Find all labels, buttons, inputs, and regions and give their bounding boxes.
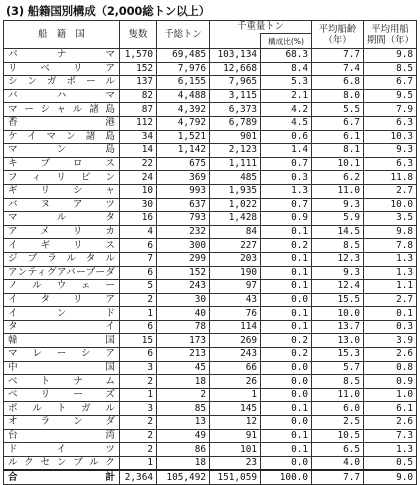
cell-charter: 6.3 (364, 157, 417, 171)
cell-age: 8.5 (312, 375, 364, 389)
cell-ships: 6 (120, 320, 157, 334)
cell-age: 15.5 (312, 293, 364, 307)
cell-charter: 7.9 (364, 103, 417, 117)
cell-dwt: 1,935 (210, 184, 261, 198)
cell-ships: 87 (120, 103, 157, 117)
cell-charter: 1.1 (364, 280, 417, 294)
cell-charter: 0.9 (364, 375, 417, 389)
header-ships: 隻数 (120, 21, 157, 49)
cell-ships: 24 (120, 171, 157, 185)
cell-dwt: 103,134 (210, 49, 261, 63)
cell-share: 0.2 (261, 348, 312, 362)
cell-age: 6.0 (312, 402, 364, 416)
cell-share: 1.3 (261, 184, 312, 198)
cell-ships: 1 (120, 307, 157, 321)
cell-age: 4.0 (312, 456, 364, 470)
cell-charter: 0.5 (364, 456, 417, 470)
cell-age: 14.5 (312, 225, 364, 239)
cell-share: 68.3 (261, 49, 312, 63)
total-share: 100.0 (261, 470, 312, 484)
cell-country: フィリピン (4, 171, 120, 185)
cell-age: 6.2 (312, 171, 364, 185)
cell-ships: 6 (120, 266, 157, 280)
cell-country: リベリア (4, 62, 120, 76)
cell-charter: 6.3 (364, 116, 417, 130)
table-row (4, 456, 417, 470)
header-dwt-spacer (210, 34, 261, 49)
cell-country: キプロス (4, 157, 120, 171)
cell-age: 5.9 (312, 212, 364, 226)
table-body (4, 49, 417, 485)
cell-share: 0.2 (261, 334, 312, 348)
cell-dwt: 101 (210, 443, 261, 457)
cell-dwt: 12,668 (210, 62, 261, 76)
cell-charter: 2.6 (364, 348, 417, 362)
cell-charter: 1.3 (364, 443, 417, 457)
cell-country: ベトナム (4, 375, 120, 389)
table-row (4, 443, 417, 457)
table-row (4, 416, 417, 430)
cell-charter: 0.1 (364, 307, 417, 321)
cell-ships: 2 (120, 293, 157, 307)
cell-share: 0.0 (261, 416, 312, 430)
cell-share: 0.1 (261, 402, 312, 416)
cell-charter: 2.6 (364, 416, 417, 430)
cell-country: 韓国 (4, 334, 120, 348)
cell-charter: 6.1 (364, 402, 417, 416)
cell-gt: 232 (157, 225, 210, 239)
header-share: 構成比(%) (261, 34, 312, 49)
table-row (4, 388, 417, 402)
cell-country: マルタ (4, 212, 120, 226)
cell-ships: 137 (120, 76, 157, 90)
header-charter: 平均用船期間（年） (364, 21, 417, 49)
cell-country: 香港 (4, 116, 120, 130)
total-row (4, 470, 417, 484)
table-row (4, 76, 417, 90)
cell-ships: 2 (120, 429, 157, 443)
cell-charter: 0.3 (364, 320, 417, 334)
cell-ships: 1,570 (120, 49, 157, 63)
cell-ships: 6 (120, 239, 157, 253)
cell-dwt: 2,123 (210, 144, 261, 158)
cell-gt: 2 (157, 388, 210, 402)
cell-dwt: 145 (210, 402, 261, 416)
table-row (4, 49, 417, 63)
cell-dwt: 26 (210, 375, 261, 389)
cell-share: 0.7 (261, 198, 312, 212)
cell-charter: 1.3 (364, 252, 417, 266)
cell-charter: 9.5 (364, 89, 417, 103)
cell-age: 7.4 (312, 62, 364, 76)
cell-country: ギリシャ (4, 184, 120, 198)
cell-gt: 18 (157, 375, 210, 389)
table-row (4, 103, 417, 117)
cell-share: 0.0 (261, 361, 312, 375)
total-ships: 2,364 (120, 470, 157, 484)
cell-age: 12.4 (312, 280, 364, 294)
table-header (4, 21, 417, 49)
table-row (4, 293, 417, 307)
cell-age: 5.7 (312, 361, 364, 375)
cell-share: 0.0 (261, 375, 312, 389)
cell-country: マン島 (4, 144, 120, 158)
cell-share: 0.1 (261, 266, 312, 280)
cell-gt: 173 (157, 334, 210, 348)
cell-country: マレーシア (4, 348, 120, 362)
cell-age: 13.7 (312, 320, 364, 334)
cell-share: 0.1 (261, 225, 312, 239)
cell-gt: 4,392 (157, 103, 210, 117)
cell-dwt: 243 (210, 348, 261, 362)
cell-share: 0.0 (261, 293, 312, 307)
cell-share: 8.4 (261, 62, 312, 76)
table-row (4, 130, 417, 144)
table-row (4, 144, 417, 158)
cell-country: インド (4, 307, 120, 321)
table-row (4, 157, 417, 171)
cell-gt: 85 (157, 402, 210, 416)
cell-dwt: 43 (210, 293, 261, 307)
table-row (4, 252, 417, 266)
table-row (4, 89, 417, 103)
table-row (4, 375, 417, 389)
cell-gt: 793 (157, 212, 210, 226)
cell-country: ジブラルタル (4, 252, 120, 266)
cell-country: ケイマン諸島 (4, 130, 120, 144)
cell-ships: 1 (120, 388, 157, 402)
cell-share: 0.9 (261, 212, 312, 226)
cell-dwt: 91 (210, 429, 261, 443)
cell-share: 5.3 (261, 76, 312, 90)
cell-charter: 2.7 (364, 293, 417, 307)
cell-charter: 10.0 (364, 198, 417, 212)
cell-share: 4.5 (261, 116, 312, 130)
cell-share: 0.1 (261, 443, 312, 457)
table-row (4, 116, 417, 130)
cell-share: 0.1 (261, 320, 312, 334)
cell-country: パナマ (4, 49, 120, 63)
cell-country: バハマ (4, 89, 120, 103)
cell-dwt: 12 (210, 416, 261, 430)
cell-share: 2.1 (261, 89, 312, 103)
total-country: 合計 (4, 470, 120, 484)
table-row (4, 320, 417, 334)
cell-dwt: 3,115 (210, 89, 261, 103)
cell-ships: 4 (120, 225, 157, 239)
cell-gt: 6,155 (157, 76, 210, 90)
cell-gt: 213 (157, 348, 210, 362)
cell-share: 0.7 (261, 157, 312, 171)
cell-age: 7.7 (312, 49, 364, 63)
cell-country: イギリス (4, 239, 120, 253)
cell-age: 12.3 (312, 252, 364, 266)
cell-gt: 18 (157, 456, 210, 470)
cell-charter: 0.8 (364, 361, 417, 375)
ship-registry-table (3, 20, 417, 485)
cell-country: マーシャル諸島 (4, 103, 120, 117)
cell-ships: 1 (120, 456, 157, 470)
cell-dwt: 66 (210, 361, 261, 375)
cell-ships: 6 (120, 348, 157, 362)
cell-gt: 1,142 (157, 144, 210, 158)
cell-country: タイ (4, 320, 120, 334)
cell-dwt: 190 (210, 266, 261, 280)
cell-dwt: 97 (210, 280, 261, 294)
cell-charter: 1.0 (364, 388, 417, 402)
cell-country: ポルトガル (4, 402, 120, 416)
total-age: 7.7 (312, 470, 364, 484)
cell-age: 8.0 (312, 89, 364, 103)
cell-dwt: 84 (210, 225, 261, 239)
cell-dwt: 7,965 (210, 76, 261, 90)
cell-gt: 675 (157, 157, 210, 171)
table-row (4, 184, 417, 198)
cell-ships: 22 (120, 157, 157, 171)
cell-share: 0.2 (261, 239, 312, 253)
table-row (4, 266, 417, 280)
cell-ships: 112 (120, 116, 157, 130)
cell-ships: 15 (120, 334, 157, 348)
cell-ships: 16 (120, 212, 157, 226)
table-row (4, 334, 417, 348)
cell-dwt: 485 (210, 171, 261, 185)
cell-age: 8.1 (312, 144, 364, 158)
table-row (4, 239, 417, 253)
cell-ships: 3 (120, 402, 157, 416)
table-row (4, 62, 417, 76)
cell-gt: 993 (157, 184, 210, 198)
table-row (4, 361, 417, 375)
cell-charter: 3.9 (364, 334, 417, 348)
cell-age: 15.3 (312, 348, 364, 362)
cell-country: アンティグアバーブーダ (4, 266, 120, 280)
cell-gt: 152 (157, 266, 210, 280)
cell-country: イタリア (4, 293, 120, 307)
cell-ships: 34 (120, 130, 157, 144)
cell-ships: 3 (120, 361, 157, 375)
table-row (4, 225, 417, 239)
cell-gt: 637 (157, 198, 210, 212)
table-row (4, 280, 417, 294)
cell-charter: 10.3 (364, 130, 417, 144)
cell-share: 0.3 (261, 171, 312, 185)
table-row (4, 429, 417, 443)
cell-country: バヌアツ (4, 198, 120, 212)
total-charter: 9.0 (364, 470, 417, 484)
cell-dwt: 269 (210, 334, 261, 348)
cell-gt: 45 (157, 361, 210, 375)
cell-gt: 40 (157, 307, 210, 321)
cell-age: 13.0 (312, 334, 364, 348)
cell-dwt: 114 (210, 320, 261, 334)
cell-country: ドイツ (4, 443, 120, 457)
cell-ships: 2 (120, 443, 157, 457)
cell-ships: 82 (120, 89, 157, 103)
cell-gt: 4,488 (157, 89, 210, 103)
header-dwt: 千重量トン (210, 21, 312, 34)
cell-charter: 11.8 (364, 171, 417, 185)
cell-country: 中国 (4, 361, 120, 375)
table-row (4, 307, 417, 321)
cell-dwt: 901 (210, 130, 261, 144)
cell-gt: 7,976 (157, 62, 210, 76)
header-country: 船 籍 国 (4, 21, 120, 49)
header-gt: 千総トン (157, 21, 210, 49)
cell-share: 0.6 (261, 130, 312, 144)
table-row (4, 212, 417, 226)
table-row (4, 198, 417, 212)
cell-gt: 69,485 (157, 49, 210, 63)
cell-share: 0.1 (261, 280, 312, 294)
cell-country: ノルウェー (4, 280, 120, 294)
table-row (4, 348, 417, 362)
cell-charter: 6.7 (364, 76, 417, 90)
cell-ships: 2 (120, 375, 157, 389)
table-row (4, 171, 417, 185)
cell-dwt: 1,022 (210, 198, 261, 212)
cell-share: 0.0 (261, 456, 312, 470)
cell-age: 9.3 (312, 266, 364, 280)
cell-ships: 14 (120, 144, 157, 158)
cell-gt: 49 (157, 429, 210, 443)
cell-share: 0.1 (261, 307, 312, 321)
cell-country: ルクセンブルク (4, 456, 120, 470)
cell-share: 1.4 (261, 144, 312, 158)
cell-age: 10.5 (312, 429, 364, 443)
cell-ships: 10 (120, 184, 157, 198)
total-dwt: 151,059 (210, 470, 261, 484)
cell-dwt: 1,111 (210, 157, 261, 171)
cell-charter: 7.8 (364, 239, 417, 253)
cell-country: シンガポール (4, 76, 120, 90)
cell-charter: 1.3 (364, 266, 417, 280)
cell-age: 10.1 (312, 157, 364, 171)
cell-dwt: 1,428 (210, 212, 261, 226)
cell-country: 台湾 (4, 429, 120, 443)
cell-age: 9.3 (312, 198, 364, 212)
cell-share: 0.1 (261, 252, 312, 266)
cell-ships: 7 (120, 252, 157, 266)
cell-gt: 299 (157, 252, 210, 266)
cell-gt: 13 (157, 416, 210, 430)
cell-dwt: 227 (210, 239, 261, 253)
cell-age: 5.5 (312, 103, 364, 117)
cell-gt: 369 (157, 171, 210, 185)
cell-dwt: 1 (210, 388, 261, 402)
cell-country: オランダ (4, 416, 120, 430)
cell-charter: 3.5 (364, 212, 417, 226)
cell-country: ベリーズ (4, 388, 120, 402)
cell-charter: 2.7 (364, 184, 417, 198)
cell-gt: 78 (157, 320, 210, 334)
cell-charter: 9.3 (364, 144, 417, 158)
total-gt: 105,492 (157, 470, 210, 484)
cell-age: 10.0 (312, 307, 364, 321)
cell-dwt: 6,373 (210, 103, 261, 117)
cell-age: 2.5 (312, 416, 364, 430)
cell-ships: 2 (120, 416, 157, 430)
cell-ships: 152 (120, 62, 157, 76)
cell-gt: 1,521 (157, 130, 210, 144)
cell-dwt: 203 (210, 252, 261, 266)
cell-dwt: 6,789 (210, 116, 261, 130)
table-title: (3) 船籍国別構成（2,000総トン以上） (6, 4, 210, 18)
cell-share: 0.0 (261, 388, 312, 402)
cell-ships: 30 (120, 198, 157, 212)
cell-dwt: 23 (210, 456, 261, 470)
cell-charter: 7.3 (364, 429, 417, 443)
cell-share: 4.2 (261, 103, 312, 117)
cell-ships: 5 (120, 280, 157, 294)
cell-charter: 9.8 (364, 225, 417, 239)
cell-dwt: 76 (210, 307, 261, 321)
cell-gt: 30 (157, 293, 210, 307)
cell-age: 11.0 (312, 388, 364, 402)
cell-age: 11.0 (312, 184, 364, 198)
cell-charter: 9.8 (364, 49, 417, 63)
cell-age: 6.8 (312, 76, 364, 90)
cell-age: 6.1 (312, 130, 364, 144)
cell-age: 6.7 (312, 116, 364, 130)
cell-age: 6.5 (312, 443, 364, 457)
table-row (4, 402, 417, 416)
cell-charter: 8.5 (364, 62, 417, 76)
cell-age: 8.5 (312, 239, 364, 253)
cell-share: 0.1 (261, 429, 312, 443)
header-age: 平均船齢（年） (312, 21, 364, 49)
cell-gt: 300 (157, 239, 210, 253)
cell-gt: 86 (157, 443, 210, 457)
cell-gt: 4,792 (157, 116, 210, 130)
cell-gt: 243 (157, 280, 210, 294)
cell-country: アメリカ (4, 225, 120, 239)
